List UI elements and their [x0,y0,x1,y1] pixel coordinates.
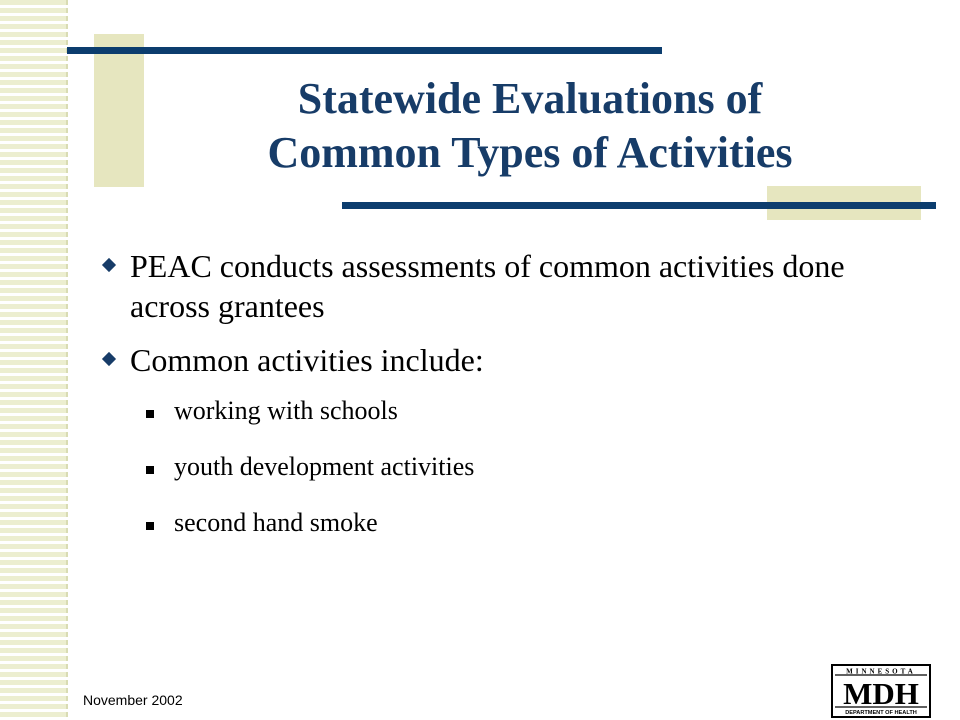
square-bullet-icon [146,410,154,418]
decorative-line-bottom [342,202,936,209]
square-bullet-icon [146,522,154,530]
decorative-khaki-block-left [94,34,144,187]
slide-content [100,246,900,564]
slide-title [150,72,910,180]
logo-bottom-text: DEPARTMENT OF HEALTH [845,710,917,716]
mdh-logo-graphic [833,666,929,716]
diamond-bullet-icon [102,258,116,272]
bullet-text: Common activities include: [130,342,484,378]
sub-bullet-text: second hand smoke [174,508,378,537]
mdh-logo [831,664,931,718]
bullet-item [100,340,900,380]
logo-top-text: MINNESOTA [846,667,916,676]
title-line-1: Statewide Evaluations of [297,74,763,123]
sub-bullet-item [100,396,900,426]
diamond-bullet-icon [102,352,116,366]
sub-bullet-item [100,452,900,482]
footer-date: November 2002 [83,692,183,708]
logo-main-text: MDH [843,676,919,711]
title-line-2: Common Types of Activities [267,128,793,177]
bullet-item [100,246,900,326]
square-bullet-icon [146,466,154,474]
sub-bullet-list [100,396,900,538]
decorative-line-top [67,47,662,54]
bullet-text: PEAC conducts assessments of common activities done across grantees [130,248,845,324]
sub-bullet-text: working with schools [174,396,398,425]
sub-bullet-text: youth development activities [174,452,475,481]
sub-bullet-item [100,508,900,538]
left-striped-band [0,0,68,720]
